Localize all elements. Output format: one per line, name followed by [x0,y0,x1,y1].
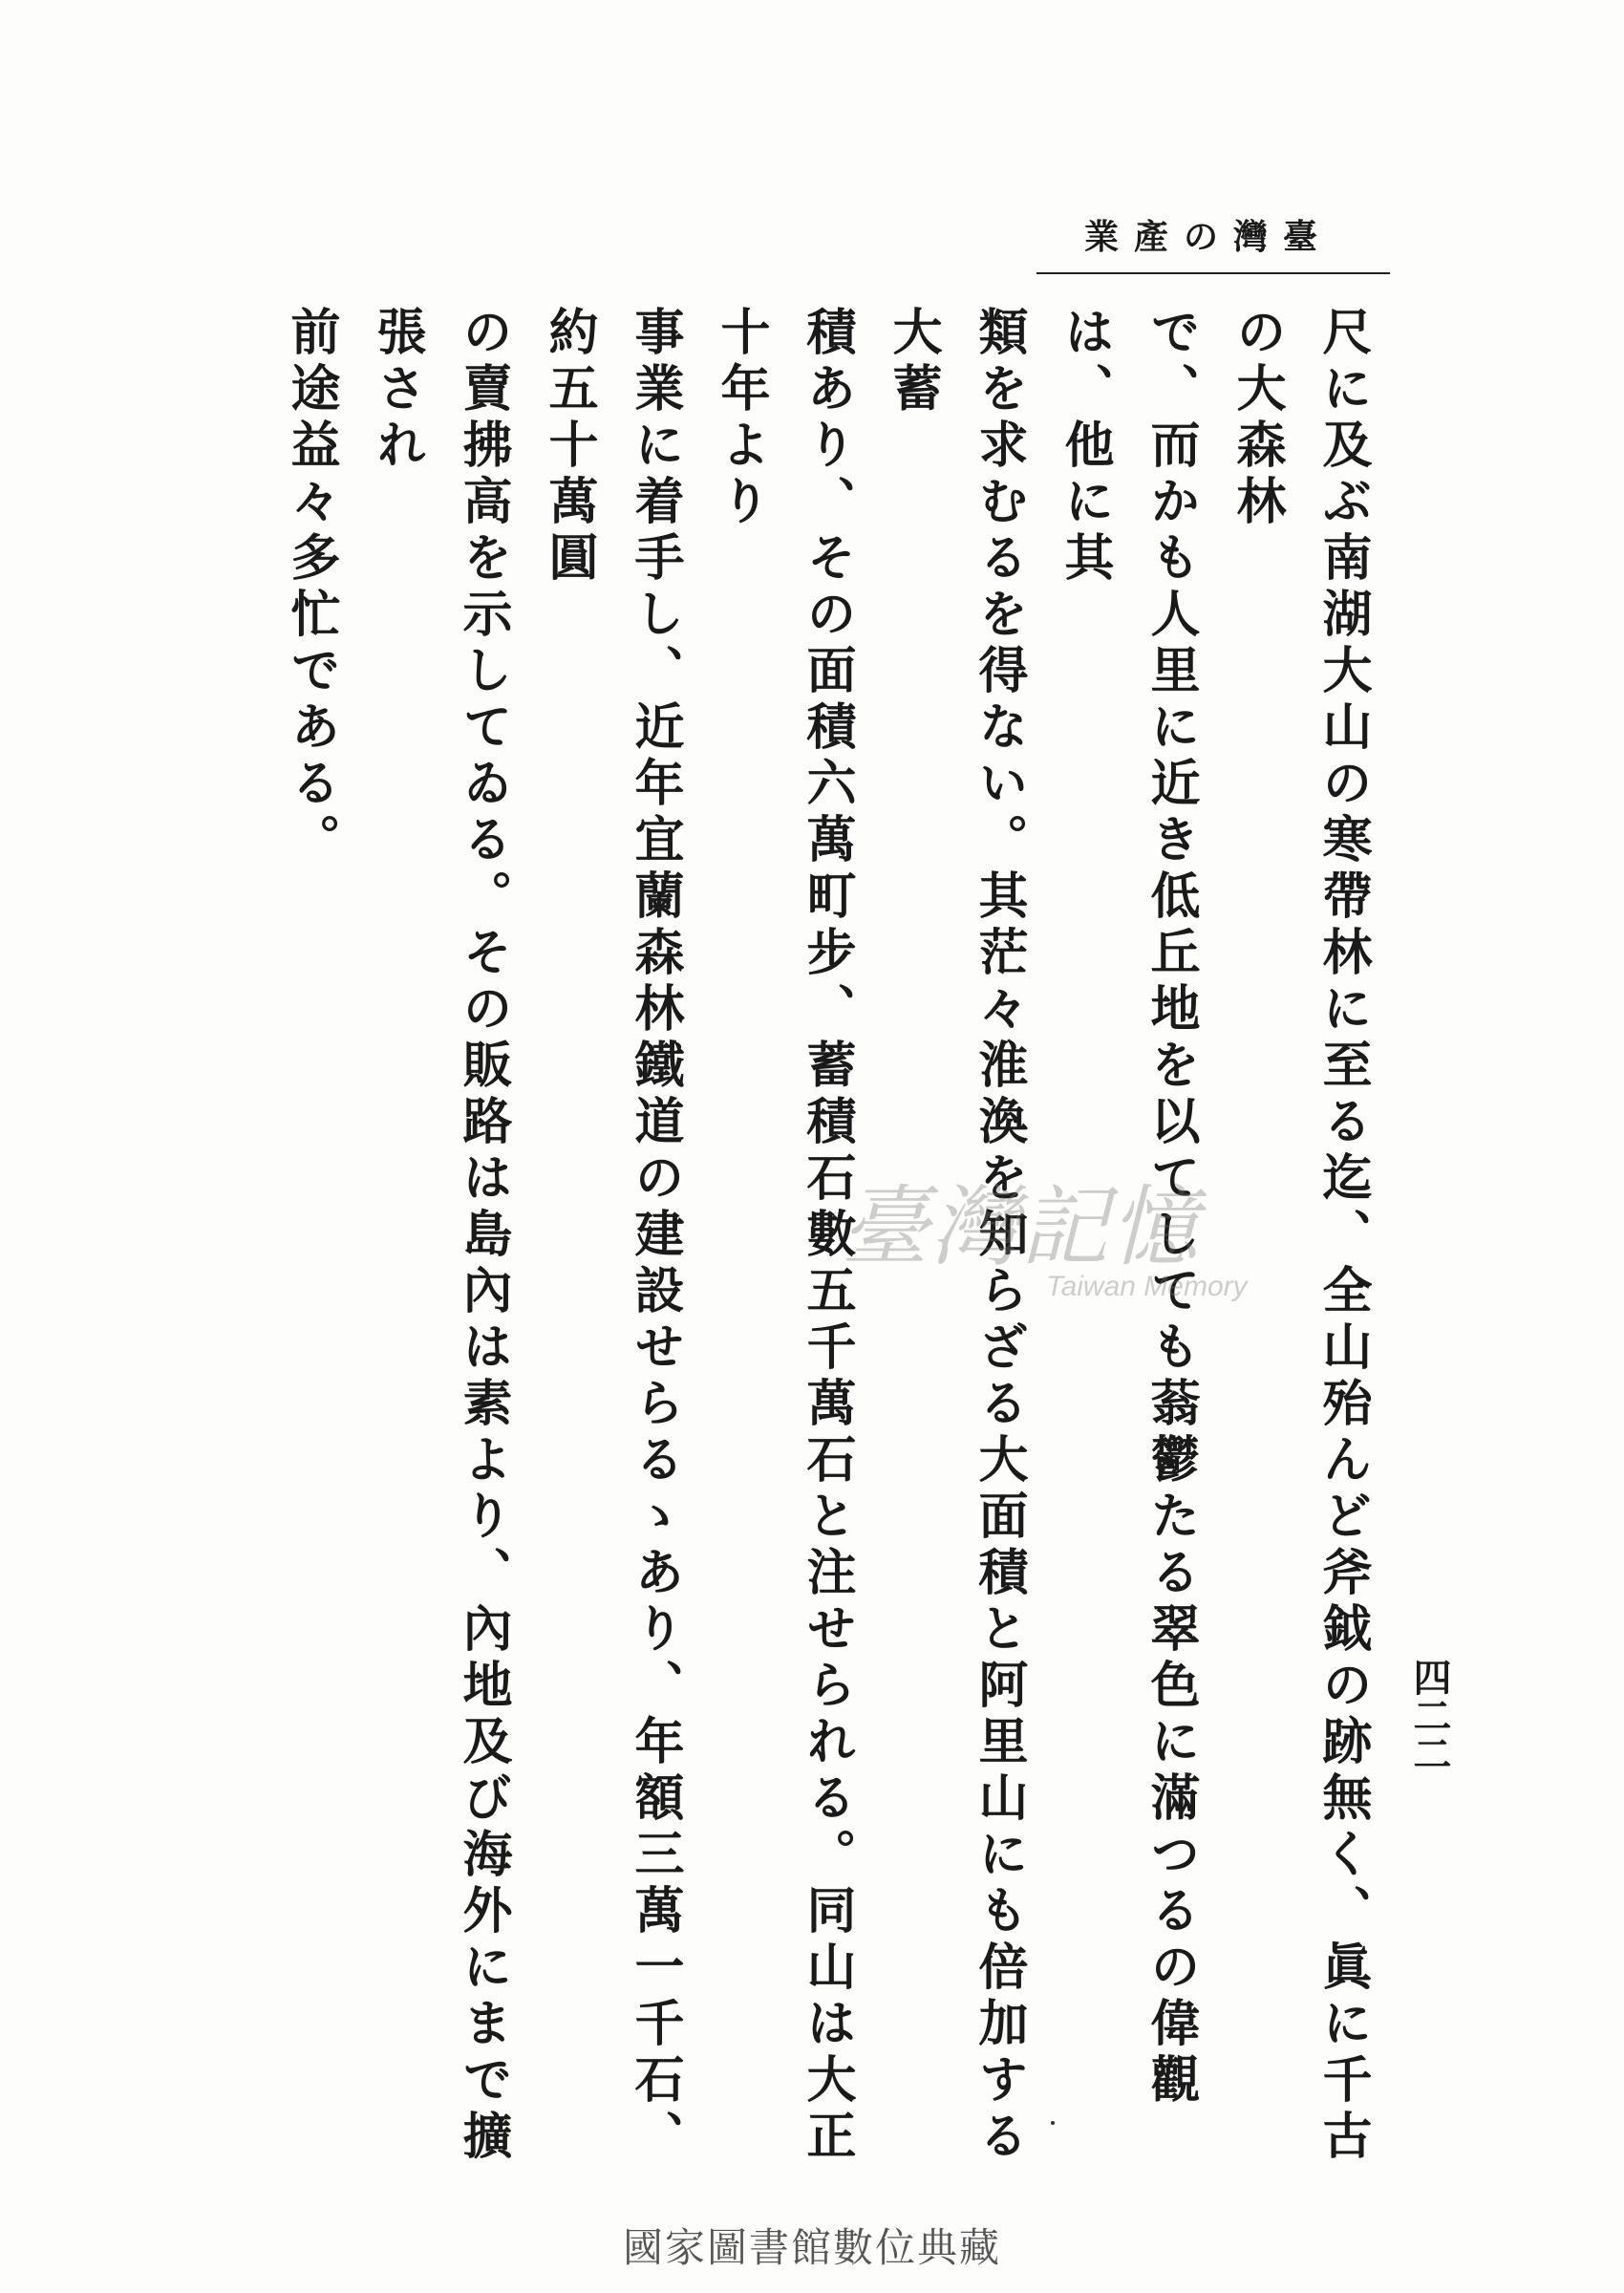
text-line: 尺に及ぶ南湖大山の寒帶林に至る迄、全山殆んど斧鉞の跡無く、眞に千古の大森林 [1228,306,1372,2166]
text-line: 事業に着手し、近年宜蘭森林鐵道の建設せらるゝあり、年額三萬一千石、約五十萬圓 [540,306,684,2166]
page-number: 四二二 [1407,1658,1452,1772]
header-rule [1036,272,1390,274]
watermark-cjk: 臺灣記憶 [841,1176,1201,1278]
text-line: 前途益々多忙である。 [282,306,340,869]
text-line: 類を求むるを得ない。其茫々淮渙を知らざる大面積と阿里山にも倍加する大蓄 [884,306,1028,2166]
body-text [282,306,1385,2178]
text-line: 積あり、その面積六萬町步、蓄積石數五千萬石と注せられる。同山は大正十年より [712,306,856,2166]
watermark-en: Taiwan Memory [1046,1271,1248,1302]
running-head: 臺灣の產業 [1083,217,1333,257]
footer-caption: 國家圖書館數位典藏 [622,2224,1001,2271]
print-speck [1051,2121,1055,2125]
text-line: の賣拂高を示してゐる。その販路は島內は素より、內地及び海外にまで擴張され [368,306,512,2166]
text-line: で、而かも人里に近き低丘地を以てしても蓊鬱たる翠色に滿つるの偉觀は、他に其 [1056,306,1200,2110]
